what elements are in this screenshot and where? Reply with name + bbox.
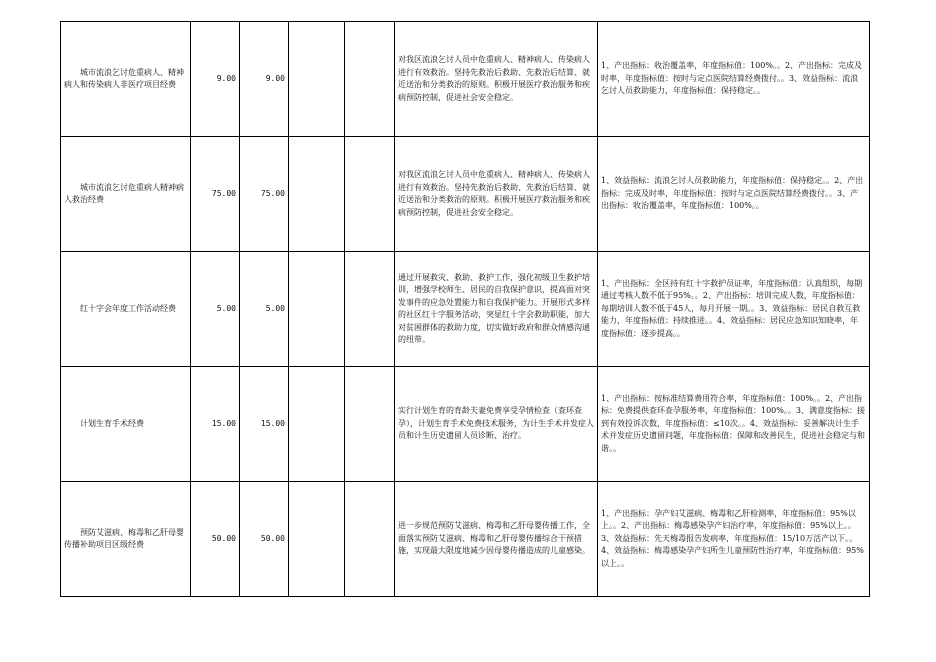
empty-cell[interactable] [345,482,395,597]
empty-cell[interactable] [345,252,395,367]
amount-fiscal-cell[interactable]: 9.00 [240,22,289,137]
project-name-cell[interactable]: 城市流浪乞讨危重病人、精神病人和传染病人非医疗项目经费 [61,22,191,137]
empty-cell[interactable] [289,252,345,367]
table-row [61,367,870,482]
amount-fiscal-cell[interactable]: 15.00 [240,367,289,482]
performance-goal-cell[interactable]: 进一步规范预防艾滋病、梅毒和乙肝母婴传播工作，全面落实预防艾滋病、梅毒和乙肝母婴传播综合干预措施，实现最大限度地减少因母婴传播造成的儿童感染。 [395,482,598,597]
project-name-cell[interactable]: 计划生育手术经费 [61,367,191,482]
empty-cell[interactable] [289,22,345,137]
performance-indicator-cell[interactable]: 1、产出指标：按标准结算费用符合率，年度指标值：100%。。2、产出指标：免费提供查环查孕服务率，年度指标值：100%。。3、满意度指标：接到有效投诉次数，年度指标值：≤10次。。4、效益指标：妥善解决计生手术并发症历史遗留问题，年度指标值：保障和改善民生，促进社会稳定与和谐。。 [598,367,870,482]
performance-goal-cell[interactable]: 实行计划生育的育龄夫妻免费享受孕情检查（查环查孕），计划生育手术免费技术服务，为计生手术并发症人员和计生历史遗留人员诊断、治疗。 [395,367,598,482]
amount-total-cell[interactable]: 9.00 [191,22,240,137]
empty-cell[interactable] [345,137,395,252]
empty-cell[interactable] [289,367,345,482]
amount-fiscal-cell[interactable]: 5.00 [240,252,289,367]
empty-cell[interactable] [289,137,345,252]
empty-cell[interactable] [345,367,395,482]
budget-project-table [60,21,870,597]
amount-total-cell[interactable]: 15.00 [191,367,240,482]
amount-fiscal-cell[interactable]: 75.00 [240,137,289,252]
performance-indicator-cell[interactable]: 1、效益指标：流浪乞讨人员救助能力，年度指标值：保持稳定。。2、产出指标：完成及时率，年度指标值：按时与定点医院结算经费拨付。。3、产出指标：收治覆盖率，年度指标值：100%。。 [598,137,870,252]
performance-indicator-cell[interactable]: 1、产出指标：全区持有红十字救护员证率，年度指标值：认真组织，每期通过考核人数不低于95%。。2、产出指标：培训完成人数，年度指标值：每期培训人数不低于45人，每月开展一期。。3、效益指标：居民自救互救能力，年度指标值：持续推进。。4、效益指标：居民应急知识知晓率，年度指标值：逐步提高。。 [598,252,870,367]
performance-indicator-cell[interactable]: 1、产出指标：孕产妇艾滋病、梅毒和乙肝检测率，年度指标值：95%以上。。2、产出指标：梅毒感染孕产妇治疗率，年度指标值：95%以上。。3、效益指标：先天梅毒报告发病率，年度指标值：15/10万活产以下。。4、效益指标：梅毒感染孕产妇所生儿童预防性治疗率，年度指标值：95%以上。。 [598,482,870,597]
performance-goal-cell[interactable]: 对我区流浪乞讨人员中危重病人、精神病人、传染病人进行有效救治。坚持先救治后救助、先救治后结算、就近送治和分类救治的原则。积极开展医疗救治服务和疾病预防控制，促进社会安全稳定。 [395,137,598,252]
project-name-cell[interactable]: 城市流浪乞讨危重病人精神病人救治经费 [61,137,191,252]
amount-fiscal-cell[interactable]: 50.00 [240,482,289,597]
performance-goal-cell[interactable]: 通过开展救灾、救助、救护工作，强化初级卫生救护培训，增强学校师生、居民的自我保护意识，提高面对突发事件的应急处置能力和自我保护能力。开展形式多样的社区红十字服务活动，突显红十字会救助职能，加大对贫困群体的救助力度，切实做好政府和群众情感沟通的纽带。 [395,252,598,367]
performance-indicator-cell[interactable]: 1、产出指标：收治覆盖率，年度指标值：100%。。2、产出指标：完成及时率，年度指标值：按时与定点医院结算经费拨付。。3、效益指标：流浪乞讨人员救助能力，年度指标值：保持稳定。。 [598,22,870,137]
project-name-cell[interactable]: 红十字会年度工作活动经费 [61,252,191,367]
empty-cell[interactable] [345,22,395,137]
empty-cell[interactable] [289,482,345,597]
table-row [61,482,870,597]
table-row [61,22,870,137]
table-row [61,252,870,367]
amount-total-cell[interactable]: 5.00 [191,252,240,367]
project-name-cell[interactable]: 预防艾滋病、梅毒和乙肝母婴传播补助项目区级经费 [61,482,191,597]
amount-total-cell[interactable]: 75.00 [191,137,240,252]
performance-goal-cell[interactable]: 对我区流浪乞讨人员中危重病人、精神病人、传染病人进行有效救治。坚持先救治后救助、先救治后结算、就近送治和分类救治的原则。积极开展医疗救治服务和疾病预防控制，促进社会安全稳定。 [395,22,598,137]
amount-total-cell[interactable]: 50.00 [191,482,240,597]
table-row [61,137,870,252]
